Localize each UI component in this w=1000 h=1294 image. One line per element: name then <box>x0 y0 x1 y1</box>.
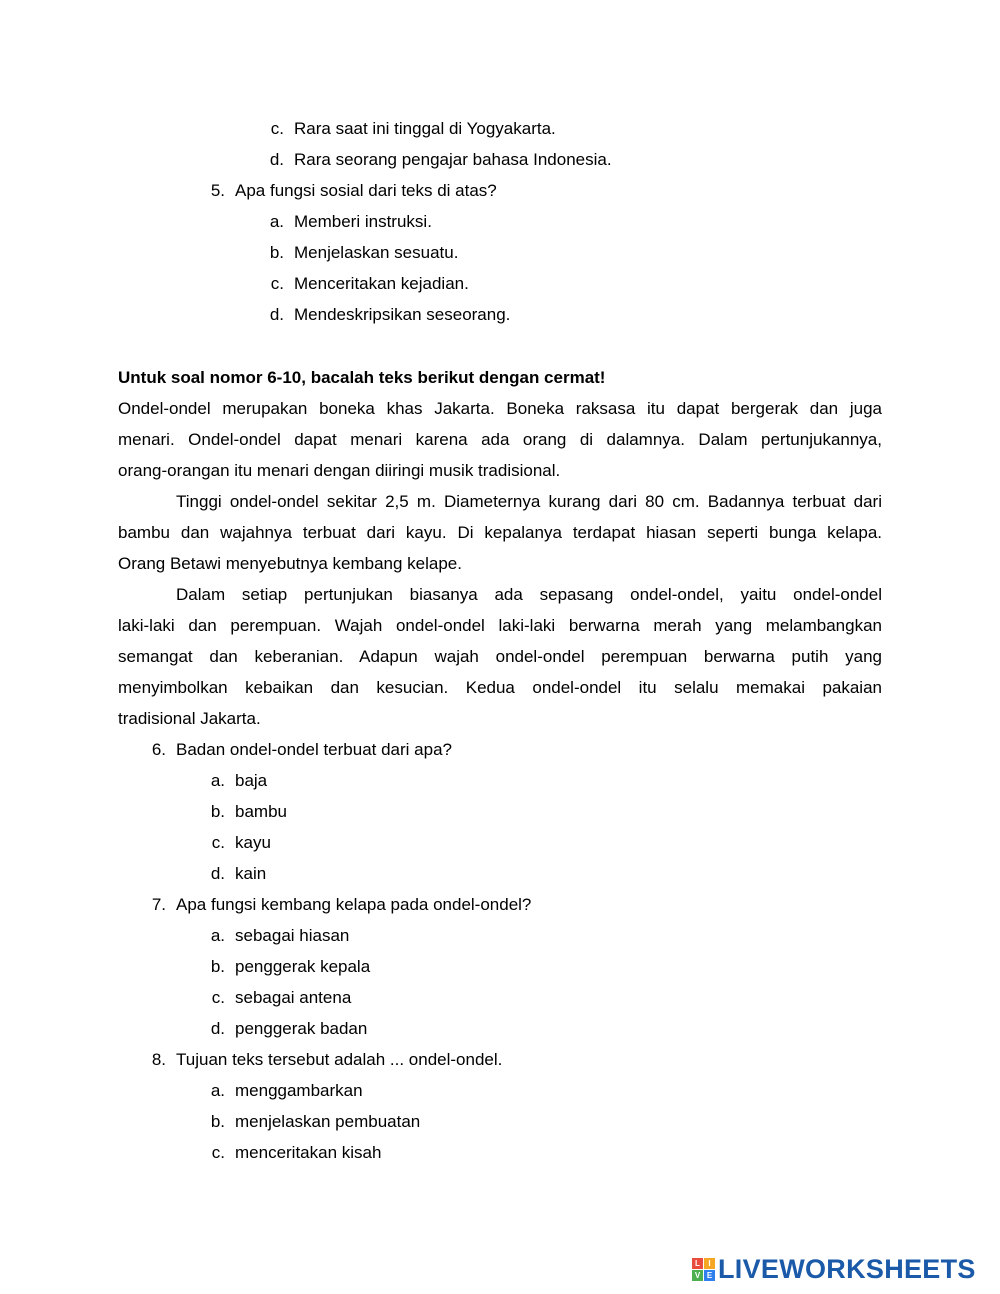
option-text: menggambarkan <box>235 1081 363 1100</box>
option-text: Menceritakan kejadian. <box>294 274 469 293</box>
question-text: Tujuan teks tersebut adalah ... ondel-ondel. <box>176 1050 503 1069</box>
passage-line: tradisional Jakarta. <box>118 709 261 728</box>
option-text: Menjelaskan sesuatu. <box>294 243 459 262</box>
option-text: kain <box>235 864 267 883</box>
option-letter: c. <box>211 1143 225 1162</box>
question-text: Apa fungsi kembang kelapa pada ondel-ondel? <box>176 895 532 914</box>
question-text: Badan ondel-ondel terbuat dari apa? <box>176 740 452 759</box>
passage-line: bambu dan wajahnya terbuat dari kayu. Di kepalanya terdapat hiasan seperti bunga kelapa. <box>118 523 882 542</box>
logo-text: LIVEWORKSHEETS <box>718 1253 976 1284</box>
option-letter: b. <box>210 802 225 821</box>
q8-option-a <box>118 1075 882 1106</box>
option-letter: b. <box>210 957 225 976</box>
question-6 <box>118 734 882 765</box>
question-7 <box>118 889 882 920</box>
passage-line: menyimbolkan kebaikan dan kesucian. Kedua ondel-ondel itu selalu memakai pakaian <box>118 678 882 697</box>
logo-cell: I <box>704 1258 715 1269</box>
option-letter: a. <box>210 771 225 790</box>
option-text: bambu <box>235 802 287 821</box>
logo-mark-icon <box>692 1258 715 1281</box>
q4-option-c <box>118 113 882 144</box>
question-number: 8. <box>151 1050 166 1069</box>
q5-option-b <box>118 237 882 268</box>
q7-option-c <box>118 982 882 1013</box>
section-heading: Untuk soal nomor 6-10, bacalah teks berikut dengan cermat! <box>118 368 606 387</box>
q7-option-d <box>118 1013 882 1044</box>
option-text: Rara saat ini tinggal di Yogyakarta. <box>294 119 556 138</box>
q7-option-b <box>118 951 882 982</box>
logo-cell: V <box>692 1270 703 1281</box>
passage-line: Ondel-ondel merupakan boneka khas Jakarta. Boneka raksasa itu dapat bergerak dan juga <box>118 399 882 418</box>
option-letter: c. <box>270 119 284 138</box>
option-text: Rara seorang pengajar bahasa Indonesia. <box>294 150 612 169</box>
option-text: penggerak kepala <box>235 957 371 976</box>
liveworksheets-logo <box>692 1254 976 1284</box>
option-text: sebagai antena <box>235 988 352 1007</box>
q5-option-c <box>118 268 882 299</box>
logo-cell: E <box>704 1270 715 1281</box>
passage-line: Dalam setiap pertunjukan biasanya ada sepasang ondel-ondel, yaitu ondel-ondel <box>176 585 882 604</box>
q8-option-c <box>118 1137 882 1168</box>
question-5 <box>118 175 882 206</box>
option-letter: c. <box>211 988 225 1007</box>
option-letter: d. <box>210 1019 225 1038</box>
option-letter: a. <box>269 212 284 231</box>
passage-line: orang-orangan itu menari dengan diiringi musik tradisional. <box>118 461 561 480</box>
option-text: menceritakan kisah <box>235 1143 382 1162</box>
q7-option-a <box>118 920 882 951</box>
option-text: sebagai hiasan <box>235 926 350 945</box>
option-text: menjelaskan pembuatan <box>235 1112 421 1131</box>
question-text: Apa fungsi sosial dari teks di atas? <box>235 181 497 200</box>
q4-option-d <box>118 144 882 175</box>
q6-option-d <box>118 858 882 889</box>
question-8 <box>118 1044 882 1075</box>
option-letter: a. <box>210 926 225 945</box>
passage-line: Orang Betawi menyebutnya kembang kelape. <box>118 554 462 573</box>
logo-cell: L <box>692 1258 703 1269</box>
option-letter: a. <box>210 1081 225 1100</box>
passage-line: menari. Ondel-ondel dapat menari karena ada orang di dalamnya. Dalam pertunjukannya, <box>118 430 882 449</box>
passage-line: Tinggi ondel-ondel sekitar 2,5 m. Diameternya kurang dari 80 cm. Badannya terbuat dari <box>176 492 882 511</box>
q5-option-a <box>118 206 882 237</box>
passage-line: semangat dan keberanian. Adapun wajah ondel-ondel perempuan berwarna putih yang <box>118 647 882 666</box>
option-text: kayu <box>235 833 271 852</box>
option-letter: d. <box>210 864 225 883</box>
option-letter: c. <box>270 274 284 293</box>
option-text: Memberi instruksi. <box>294 212 432 231</box>
option-text: Mendeskripsikan seseorang. <box>294 305 511 324</box>
question-number: 5. <box>210 181 225 200</box>
question-number: 6. <box>151 740 166 759</box>
q6-option-a <box>118 765 882 796</box>
q6-option-c <box>118 827 882 858</box>
q5-option-d <box>118 299 882 330</box>
q8-option-b <box>118 1106 882 1137</box>
option-letter: b. <box>210 1112 225 1131</box>
option-letter: c. <box>211 833 225 852</box>
option-text: penggerak badan <box>235 1019 368 1038</box>
option-letter: d. <box>269 305 284 324</box>
option-text: baja <box>235 771 268 790</box>
passage-line: laki-laki dan perempuan. Wajah ondel-ondel laki-laki berwarna merah yang melambangkan <box>118 616 882 635</box>
question-number: 7. <box>151 895 166 914</box>
option-letter: b. <box>269 243 284 262</box>
option-letter: d. <box>269 150 284 169</box>
q6-option-b <box>118 796 882 827</box>
